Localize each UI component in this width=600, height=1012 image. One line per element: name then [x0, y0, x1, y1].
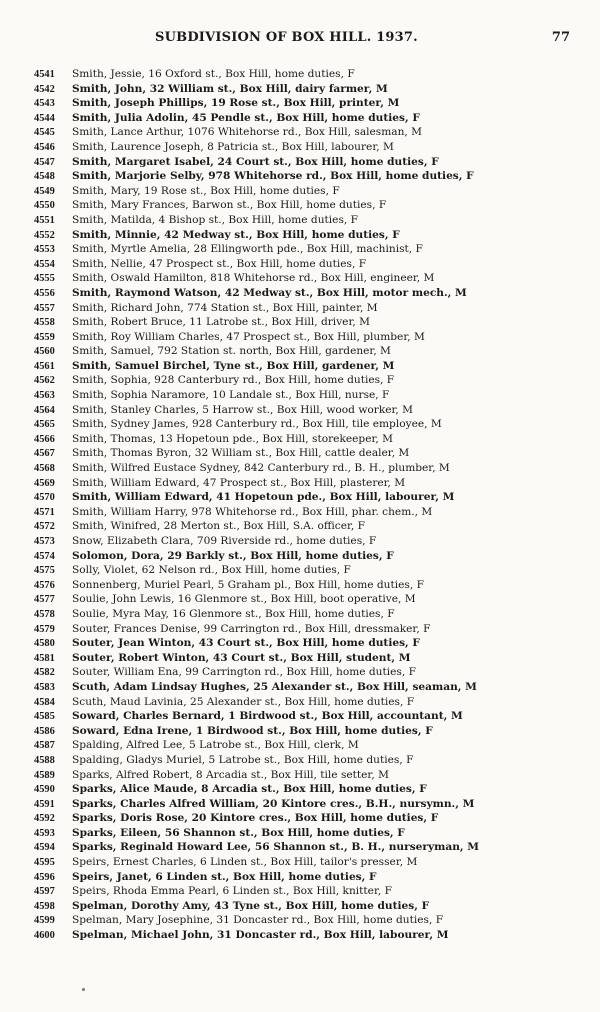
entry-text: Spalding, Alfred Lee, 5 Latrobe st., Box Hill, clerk, M	[72, 739, 359, 752]
roll-entry	[34, 665, 594, 680]
entry-text: Smith, Marjorie Selby, 978 Whitehorse rd., Box Hill, home duties, F	[72, 170, 474, 183]
entry-text: Smith, William Edward, 41 Hopetoun pde., Box Hill, labourer, M	[72, 491, 455, 504]
roll-entry	[34, 271, 594, 286]
entry-text: Soward, Edna Irene, 1 Birdwood st., Box Hill, home duties, F	[72, 724, 433, 737]
entry-text: Smith, Matilda, 4 Bishop st., Box Hill, home duties, F	[72, 213, 358, 226]
entry-text: Spelman, Dorothy Amy, 43 Tyne st., Box Hill, home duties, F	[72, 899, 430, 912]
entry-number: 4573	[34, 536, 55, 547]
roll-entry	[34, 709, 594, 724]
entry-number: 4591	[34, 798, 55, 810]
roll-entry	[34, 257, 594, 272]
entry-text: Smith, Thomas, 13 Hopetoun pde., Box Hill, storekeeper, M	[72, 432, 393, 445]
entry-number: 4555	[34, 273, 55, 285]
entry-text: Scuth, Adam Lindsay Hughes, 25 Alexander st., Box Hill, seaman, M	[72, 680, 477, 693]
roll-entry	[34, 67, 594, 82]
entry-text: Spelman, Michael John, 31 Doncaster rd., Box Hill, labourer, M	[72, 929, 449, 942]
entry-text: Speirs, Rhoda Emma Pearl, 6 Linden st., Box Hill, knitter, F	[72, 885, 392, 898]
entry-number: 4566	[34, 433, 55, 445]
entry-text: Smith, Joseph Phillips, 19 Rose st., Box Hill, printer, M	[72, 97, 400, 110]
entry-number: 4570	[34, 492, 55, 504]
roll-entry	[34, 797, 594, 812]
entry-number: 4551	[34, 214, 55, 226]
roll-entry	[34, 695, 594, 710]
roll-entry	[34, 315, 594, 330]
roll-entry	[34, 490, 594, 505]
entry-number: 4574	[34, 550, 55, 562]
roll-entry	[34, 446, 594, 461]
roll-entry	[34, 928, 594, 943]
roll-entry	[34, 169, 594, 184]
roll-entry	[34, 359, 594, 374]
entry-number: 4581	[34, 652, 55, 664]
roll-entry	[34, 724, 594, 739]
entry-text: Smith, Margaret Isabel, 24 Court st., Box Hill, home duties, F	[72, 155, 439, 168]
entry-number: 4580	[34, 638, 55, 650]
entry-text: Spelman, Mary Josephine, 31 Doncaster rd., Box Hill, home duties, F	[72, 914, 444, 927]
entry-text: Soward, Charles Bernard, 1 Birdwood st., Box Hill, accountant, M	[72, 710, 463, 723]
entry-text: Solly, Violet, 62 Nelson rd., Box Hill, home duties, F	[72, 564, 351, 577]
roll-entry	[34, 82, 594, 97]
entry-text: Smith, Samuel, 792 Station st. north, Box Hill, gardener, M	[72, 345, 391, 358]
roll-entry	[34, 344, 594, 359]
entry-number: 4556	[34, 287, 55, 299]
entry-number: 4575	[34, 565, 55, 577]
entry-number: 4589	[34, 769, 55, 781]
electoral-roll-list	[34, 67, 594, 943]
entry-number: 4599	[34, 915, 55, 927]
entry-text: Snow, Elizabeth Clara, 709 Riverside rd., home duties, F	[72, 535, 377, 547]
roll-entry	[34, 680, 594, 695]
roll-entry	[34, 125, 594, 140]
roll-entry	[34, 899, 594, 914]
roll-entry	[34, 373, 594, 388]
roll-entry	[34, 782, 594, 797]
roll-entry	[34, 184, 594, 199]
entry-text: Souter, William Ena, 99 Carrington rd., Box Hill, home duties, F	[72, 666, 416, 679]
entry-number: 4545	[34, 127, 55, 139]
entry-number: 4596	[34, 871, 55, 883]
roll-entry	[34, 111, 594, 126]
entry-text: Smith, Winifred, 28 Merton st., Box Hill, S.A. officer, F	[72, 520, 365, 533]
roll-entry	[34, 651, 594, 666]
entry-number: 4554	[34, 258, 55, 270]
entry-number: 4563	[34, 390, 55, 402]
entry-number: 4543	[34, 98, 55, 110]
roll-entry	[34, 242, 594, 257]
roll-entry	[34, 826, 594, 841]
entry-text: Soulie, Myra May, 16 Glenmore st., Box Hill, home duties, F	[72, 607, 395, 620]
entry-text: Smith, Nellie, 47 Prospect st., Box Hill, home duties, F	[72, 257, 367, 270]
entry-number: 4557	[34, 302, 55, 314]
entry-text: Smith, Mary, 19 Rose st., Box Hill, home duties, F	[72, 184, 340, 197]
roll-entry	[34, 753, 594, 768]
entry-text: Sparks, Alice Maude, 8 Arcadia st., Box Hill, home duties, F	[72, 783, 427, 796]
entry-number: 4558	[34, 317, 55, 329]
entry-text: Smith, Wilfred Eustace Sydney, 842 Canterbury rd., B. H., plumber, M	[72, 462, 450, 475]
roll-entry	[34, 578, 594, 593]
entry-text: Smith, Myrtle Amelia, 28 Ellingworth pde., Box Hill, machinist, F	[72, 243, 423, 256]
entry-text: Smith, William Harry, 978 Whitehorse rd., Box Hill, phar. chem., M	[72, 505, 433, 518]
entry-number: 4582	[34, 667, 55, 679]
roll-entry	[34, 519, 594, 534]
roll-entry	[34, 417, 594, 432]
roll-entry	[34, 738, 594, 753]
entry-number: 4542	[34, 83, 55, 95]
entry-number: 4593	[34, 827, 55, 839]
entry-number: 4567	[34, 448, 55, 460]
entry-number: 4552	[34, 229, 55, 241]
roll-entry	[34, 855, 594, 870]
margin-speck	[82, 988, 85, 991]
entry-text: Speirs, Janet, 6 Linden st., Box Hill, home duties, F	[72, 870, 377, 883]
roll-entry	[34, 301, 594, 316]
roll-entry	[34, 884, 594, 899]
roll-entry	[34, 549, 594, 564]
entry-text: Soulie, John Lewis, 16 Glenmore st., Box Hill, boot operative, M	[72, 593, 416, 606]
entry-text: Smith, Minnie, 42 Medway st., Box Hill, home duties, F	[72, 228, 400, 241]
entry-number: 4572	[34, 521, 55, 533]
page-title: SUBDIVISION OF BOX HILL. 1937.	[155, 30, 418, 45]
entry-text: Smith, Lance Arthur, 1076 Whitehorse rd., Box Hill, salesman, M	[72, 126, 422, 139]
roll-entry	[34, 286, 594, 301]
entry-number: 4568	[34, 463, 55, 475]
entry-number: 4585	[34, 711, 55, 723]
entry-number: 4541	[34, 69, 55, 80]
entry-text: Smith, Raymond Watson, 42 Medway st., Box Hill, motor mech., M	[72, 286, 467, 299]
roll-entry	[34, 768, 594, 783]
entry-text: Smith, Samuel Birchel, Tyne st., Box Hill, gardener, M	[72, 359, 395, 372]
roll-entry	[34, 403, 594, 418]
entry-text: Souter, Frances Denise, 99 Carrington rd., Box Hill, dressmaker, F	[72, 622, 431, 635]
entry-text: Smith, Oswald Hamilton, 818 Whitehorse rd., Box Hill, engineer, M	[72, 272, 435, 285]
roll-entry	[34, 607, 594, 622]
entry-number: 4590	[34, 784, 55, 796]
roll-entry	[34, 476, 594, 491]
entry-text: Smith, William Edward, 47 Prospect st., Box Hill, plasterer, M	[72, 476, 406, 489]
entry-number: 4597	[34, 886, 55, 898]
entry-text: Sparks, Reginald Howard Lee, 56 Shannon st., B. H., nurseryman, M	[72, 841, 480, 854]
entry-text: Smith, Stanley Charles, 5 Harrow st., Box Hill, wood worker, M	[72, 403, 414, 416]
entry-number: 4550	[34, 200, 55, 212]
entry-number: 4592	[34, 813, 55, 825]
entry-number: 4559	[34, 331, 55, 343]
entry-number: 4560	[34, 346, 55, 358]
roll-entry	[34, 140, 594, 155]
entry-number: 4598	[34, 900, 55, 912]
entry-text: Smith, Roy William Charles, 47 Prospect st., Box Hill, plumber, M	[72, 330, 425, 343]
entry-number: 4584	[34, 696, 55, 708]
entry-number: 4562	[34, 375, 55, 387]
entry-text: Solomon, Dora, 29 Barkly st., Box Hill, home duties, F	[72, 549, 394, 562]
roll-entry	[34, 155, 594, 170]
roll-entry	[34, 96, 594, 111]
entry-number: 4594	[34, 842, 55, 854]
entry-text: Scuth, Maud Lavinia, 25 Alexander st., Box Hill, home duties, F	[72, 695, 415, 708]
roll-entry	[34, 592, 594, 607]
roll-entry	[34, 213, 594, 228]
entry-number: 4546	[34, 141, 55, 153]
entry-text: Smith, Sophia, 928 Canterbury rd., Box Hill, home duties, F	[72, 374, 395, 387]
entry-text: Souter, Robert Winton, 43 Court st., Box Hill, student, M	[72, 651, 411, 664]
entry-text: Smith, Robert Bruce, 11 Latrobe st., Box Hill, driver, M	[72, 316, 370, 329]
entry-number: 4583	[34, 681, 55, 693]
entry-number: 4565	[34, 419, 55, 431]
entry-number: 4544	[34, 112, 55, 124]
entry-number: 4579	[34, 623, 55, 635]
entry-text: Smith, Sydney James, 928 Canterbury rd., Box Hill, tile employee, M	[72, 418, 442, 431]
roll-entry	[34, 432, 594, 447]
entry-text: Smith, Jessie, 16 Oxford st., Box Hill, home duties, F	[72, 68, 355, 80]
entry-number: 4600	[34, 930, 55, 942]
roll-entry	[34, 505, 594, 520]
entry-number: 4548	[34, 171, 55, 183]
entry-text: Smith, Laurence Joseph, 8 Patricia st., Box Hill, labourer, M	[72, 140, 394, 153]
roll-entry	[34, 811, 594, 826]
entry-number: 4588	[34, 754, 55, 766]
entry-text: Sparks, Alfred Robert, 8 Arcadia st., Box Hill, tile setter, M	[72, 768, 389, 781]
roll-entry	[34, 913, 594, 928]
roll-entry	[34, 198, 594, 213]
entry-text: Spalding, Gladys Muriel, 5 Latrobe st., Box Hill, home duties, F	[72, 753, 414, 766]
entry-text: Speirs, Ernest Charles, 6 Linden st., Box Hill, tailor's presser, M	[72, 856, 418, 869]
roll-entry	[34, 840, 594, 855]
entry-text: Smith, Sophia Naramore, 10 Landale st., Box Hill, nurse, F	[72, 389, 390, 402]
entry-number: 4564	[34, 404, 55, 416]
entry-number: 4561	[34, 360, 55, 372]
entry-text: Souter, Jean Winton, 43 Court st., Box Hill, home duties, F	[72, 637, 420, 650]
entry-text: Smith, Thomas Byron, 32 William st., Box Hill, cattle dealer, M	[72, 447, 410, 460]
entry-number: 4577	[34, 594, 55, 606]
roll-entry	[34, 563, 594, 578]
page-header	[60, 30, 580, 50]
entry-text: Smith, Richard John, 774 Station st., Box Hill, painter, M	[72, 301, 378, 314]
entry-number: 4578	[34, 608, 55, 620]
entry-number: 4569	[34, 477, 55, 489]
roll-entry	[34, 636, 594, 651]
entry-text: Sparks, Doris Rose, 20 Kintore cres., Box Hill, home duties, F	[72, 812, 439, 825]
roll-entry	[34, 228, 594, 243]
page-number: 77	[551, 30, 570, 45]
entry-number: 4571	[34, 506, 55, 518]
entry-number: 4595	[34, 857, 55, 869]
entry-text: Smith, John, 32 William st., Box Hill, dairy farmer, M	[72, 82, 388, 95]
entry-number: 4549	[34, 185, 55, 197]
entry-text: Sparks, Eileen, 56 Shannon st., Box Hill, home duties, F	[72, 826, 405, 839]
roll-entry	[34, 388, 594, 403]
entry-text: Smith, Mary Frances, Barwon st., Box Hill, home duties, F	[72, 199, 387, 212]
roll-entry	[34, 534, 594, 549]
roll-entry	[34, 622, 594, 637]
entry-text: Sonnenberg, Muriel Pearl, 5 Graham pl., Box Hill, home duties, F	[72, 578, 424, 591]
entry-number: 4547	[34, 156, 55, 168]
entry-number: 4587	[34, 740, 55, 752]
roll-entry	[34, 330, 594, 345]
roll-entry	[34, 870, 594, 885]
entry-number: 4576	[34, 579, 55, 591]
entry-text: Smith, Julia Adolin, 45 Pendle st., Box Hill, home duties, F	[72, 111, 420, 124]
entry-text: Sparks, Charles Alfred William, 20 Kintore cres., B.H., nursymn., M	[72, 797, 475, 810]
roll-entry	[34, 461, 594, 476]
entry-number: 4553	[34, 244, 55, 256]
entry-number: 4586	[34, 725, 55, 737]
